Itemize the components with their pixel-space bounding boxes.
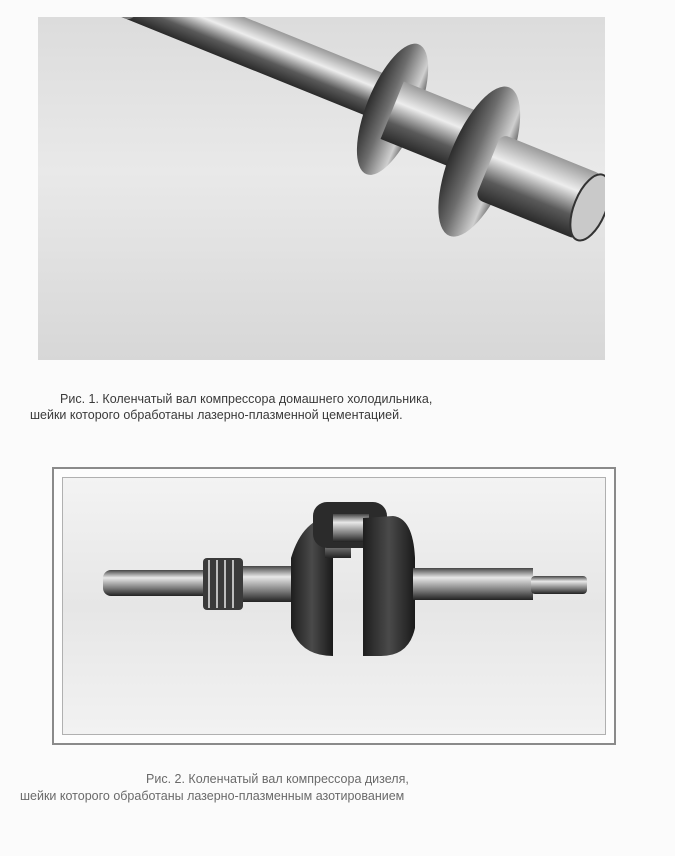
- figure-2-photo: [62, 477, 606, 735]
- figure-1-caption-line-1: Рис. 1. Коленчатый вал компрессора домашнего холодильника,: [60, 392, 433, 406]
- crankshaft-2-illustration: [63, 478, 603, 732]
- figure-2-caption-line-1: Рис. 2. Коленчатый вал компрессора дизеля,: [146, 772, 409, 786]
- figure-2-frame: [52, 467, 616, 745]
- figure-2-caption-line-2: шейки которого обработаны лазерно-плазменным азотированием: [20, 789, 405, 803]
- figure-1-photo: [38, 17, 605, 360]
- crankshaft-1-illustration: [38, 17, 605, 360]
- figure-1-caption-line-2: шейки которого обработаны лазерно-плазменной цементацией.: [30, 408, 403, 422]
